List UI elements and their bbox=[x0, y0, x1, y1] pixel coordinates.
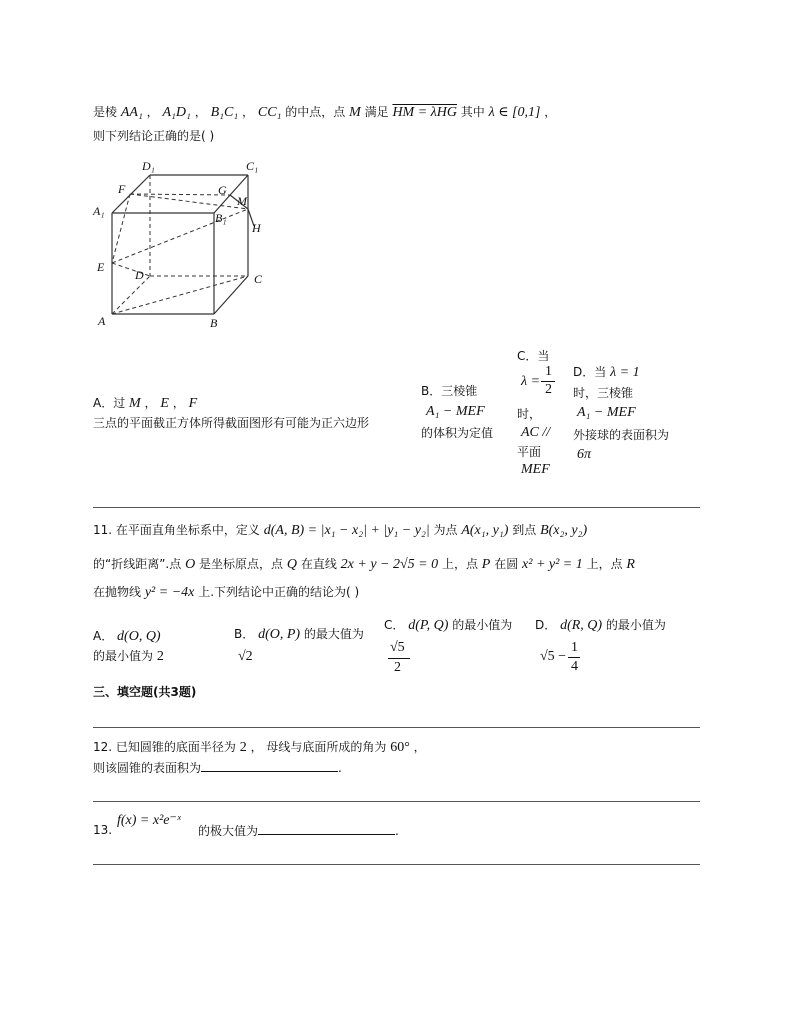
text: A． bbox=[93, 629, 114, 643]
text: 上.下列结论中正确的结论为( ) bbox=[198, 585, 360, 599]
math-f: F bbox=[188, 396, 198, 411]
label-a1: A₁ bbox=[93, 204, 105, 218]
answer-blank[interactable] bbox=[258, 822, 395, 835]
math-b1c1: B₁C₁ bbox=[210, 105, 239, 120]
math-angle: 60° bbox=[390, 740, 410, 755]
text: 为点 bbox=[433, 523, 458, 537]
math-val: 2 bbox=[156, 649, 164, 664]
q10-option-c-line1: C．当 bbox=[517, 349, 550, 363]
diagonal-ac bbox=[112, 276, 248, 314]
text: 的最小值为 bbox=[452, 618, 513, 632]
fraction-bar bbox=[388, 658, 410, 659]
q10-stem-line2: 则下列结论正确的是( ) bbox=[93, 129, 215, 143]
text: 则该圆锥的表面积为 bbox=[93, 761, 202, 775]
q11-option-a bbox=[93, 628, 161, 645]
text: 满足 bbox=[364, 105, 389, 119]
text: B． bbox=[234, 627, 255, 641]
math-vector-eq: HM = λHG bbox=[392, 105, 457, 120]
label-m: M bbox=[237, 194, 247, 208]
q10-option-c-den: 2 bbox=[545, 382, 552, 397]
math-expr: d(O, P) bbox=[258, 627, 301, 642]
math-m: M bbox=[129, 396, 141, 411]
q13-expr: f(x) = x²e⁻ˣ bbox=[117, 813, 181, 828]
label-d: D bbox=[135, 268, 144, 282]
q10-option-a bbox=[93, 395, 197, 412]
text: ， bbox=[544, 105, 557, 119]
section-heading: 三、填空题(共3题) bbox=[93, 685, 197, 699]
text: . bbox=[395, 824, 399, 838]
q11-option-a-line2 bbox=[93, 648, 164, 665]
q11-option-d-num: 1 bbox=[571, 640, 578, 655]
q13-line bbox=[198, 822, 399, 839]
label-c: C bbox=[254, 272, 263, 286]
answer-blank[interactable] bbox=[201, 759, 338, 772]
edge-bc bbox=[214, 276, 248, 314]
q11-option-c-num: √5 bbox=[390, 640, 405, 655]
q10-option-b-line3: 的体积为定值 bbox=[421, 426, 494, 440]
segment-fm bbox=[130, 194, 248, 209]
math-expr: d(P, Q) bbox=[408, 618, 449, 633]
q10-option-c-line3: 时， bbox=[517, 407, 542, 421]
text: D． bbox=[535, 618, 557, 632]
text: 在抛物线 bbox=[93, 585, 142, 599]
text: 上，点 bbox=[441, 557, 478, 571]
text: 在直线 bbox=[300, 557, 337, 571]
q10-stem-line1 bbox=[93, 104, 556, 121]
q11-line1 bbox=[93, 522, 587, 539]
text: 的中点，点 bbox=[285, 105, 346, 119]
math-r: R bbox=[626, 557, 635, 572]
math-parabola: y² = −4x bbox=[144, 585, 195, 600]
segment-ed bbox=[112, 263, 150, 276]
q11-option-d bbox=[535, 617, 666, 634]
text: 上，点 bbox=[586, 557, 623, 571]
q11-option-d-den: 4 bbox=[571, 659, 578, 674]
math-m: M bbox=[349, 105, 361, 120]
math-e: E bbox=[160, 396, 169, 411]
q10-option-a-line2: 三点的平面截正方体所得截面图形有可能为正六边形 bbox=[93, 416, 370, 430]
math-radius: 2 bbox=[239, 740, 247, 755]
label-f: F bbox=[118, 182, 126, 196]
q10-option-d-expr: A₁ − MEF bbox=[577, 405, 636, 420]
q12-line2 bbox=[93, 759, 342, 776]
text: C． bbox=[384, 618, 405, 632]
math-line-eq: 2x + y − 2√5 = 0 bbox=[340, 557, 439, 572]
label-d1: D₁ bbox=[142, 159, 155, 173]
segment-fg bbox=[130, 194, 230, 195]
text: ， bbox=[146, 105, 159, 119]
math-q: Q bbox=[286, 557, 297, 572]
text: . bbox=[338, 761, 342, 775]
fraction-bar bbox=[568, 657, 580, 658]
text: 的最小值为 bbox=[93, 649, 154, 663]
text: 在圆 bbox=[494, 557, 519, 571]
text: 到点 bbox=[512, 523, 537, 537]
q13-num: 13. bbox=[93, 823, 113, 837]
q11-option-c-den: 2 bbox=[394, 660, 401, 675]
text: 的最大值为 bbox=[303, 627, 364, 641]
text: ， bbox=[242, 105, 255, 119]
q12-line1 bbox=[93, 739, 426, 756]
text: ， bbox=[172, 396, 185, 410]
label-e: E bbox=[97, 260, 105, 274]
text: A．过 bbox=[93, 396, 126, 410]
text: 是坐标原点，点 bbox=[199, 557, 284, 571]
math-point-a: A(x₁, y₁) bbox=[461, 523, 509, 538]
q10-option-b-line1: B．三棱锥 bbox=[421, 384, 478, 398]
q11-option-b-val: √2 bbox=[238, 649, 253, 664]
text: 的“折线距离”.点 bbox=[93, 557, 182, 571]
math-o: O bbox=[185, 557, 196, 572]
q10-option-c-expr: AC // bbox=[521, 425, 551, 440]
q10-option-d-line2: 时，三棱锥 bbox=[573, 386, 634, 400]
q10-option-c-line5: 平面 bbox=[517, 445, 542, 459]
segment-em bbox=[112, 209, 248, 263]
math-definition: d(A, B) = |x₁ − x₂| + |y₁ − y₂| bbox=[263, 523, 430, 538]
divider bbox=[93, 507, 700, 508]
q10-option-d-line1 bbox=[573, 364, 640, 381]
text: 其中 bbox=[460, 105, 485, 119]
q10-option-d-line4: 外接球的表面积为 bbox=[573, 428, 670, 442]
q11-option-c bbox=[384, 617, 512, 634]
q10-option-d-val: 6π bbox=[577, 447, 592, 462]
text: 是棱 bbox=[93, 105, 118, 119]
divider bbox=[93, 864, 700, 865]
math-expr: d(O, Q) bbox=[117, 629, 161, 644]
text: ， bbox=[194, 105, 207, 119]
label-c1: C₁ bbox=[246, 159, 259, 173]
edge-ad bbox=[112, 276, 150, 314]
q11-line3 bbox=[93, 584, 359, 601]
text: ， 母线与底面所成的角为 bbox=[250, 740, 387, 754]
q11-option-b bbox=[234, 626, 364, 643]
math-expr: d(R, Q) bbox=[560, 618, 603, 633]
text: D．当 bbox=[573, 365, 607, 379]
text: 的极大值为 bbox=[198, 824, 259, 838]
divider bbox=[93, 727, 700, 728]
math-circle-eq: x² + y² = 1 bbox=[522, 557, 583, 572]
divider bbox=[93, 801, 700, 802]
q11-option-d-val: √5 − bbox=[540, 649, 567, 664]
q10-option-c-num: 1 bbox=[545, 364, 552, 379]
label-h: H bbox=[252, 221, 261, 235]
math-aa1: AA₁ bbox=[120, 105, 143, 120]
math-p: P bbox=[481, 557, 491, 572]
q10-option-c-plane: MEF bbox=[521, 462, 550, 477]
label-a: A bbox=[98, 314, 106, 328]
label-b: B bbox=[210, 316, 218, 330]
label-g: G bbox=[218, 183, 227, 197]
cube-figure bbox=[88, 155, 278, 335]
math-a1d1: A₁D₁ bbox=[162, 105, 191, 120]
text: 12. 已知圆锥的底面半径为 bbox=[93, 740, 236, 754]
text: 11. 在平面直角坐标系中，定义 bbox=[93, 523, 260, 537]
math-lambda-range: λ ∈ [0,1] bbox=[488, 105, 541, 120]
math-cc1: CC₁ bbox=[257, 105, 282, 120]
math-lambda: λ = 1 bbox=[610, 365, 640, 380]
q11-line2 bbox=[93, 556, 635, 573]
text: ， bbox=[413, 740, 426, 754]
text: ， bbox=[144, 396, 157, 410]
q10-option-c-lambda: λ = bbox=[521, 374, 541, 389]
math-point-b: B(x₂, y₂) bbox=[540, 523, 588, 538]
q10-option-b-expr: A₁ − MEF bbox=[426, 404, 485, 419]
label-b1: B₁ bbox=[215, 211, 227, 225]
text: 的最小值为 bbox=[605, 618, 666, 632]
